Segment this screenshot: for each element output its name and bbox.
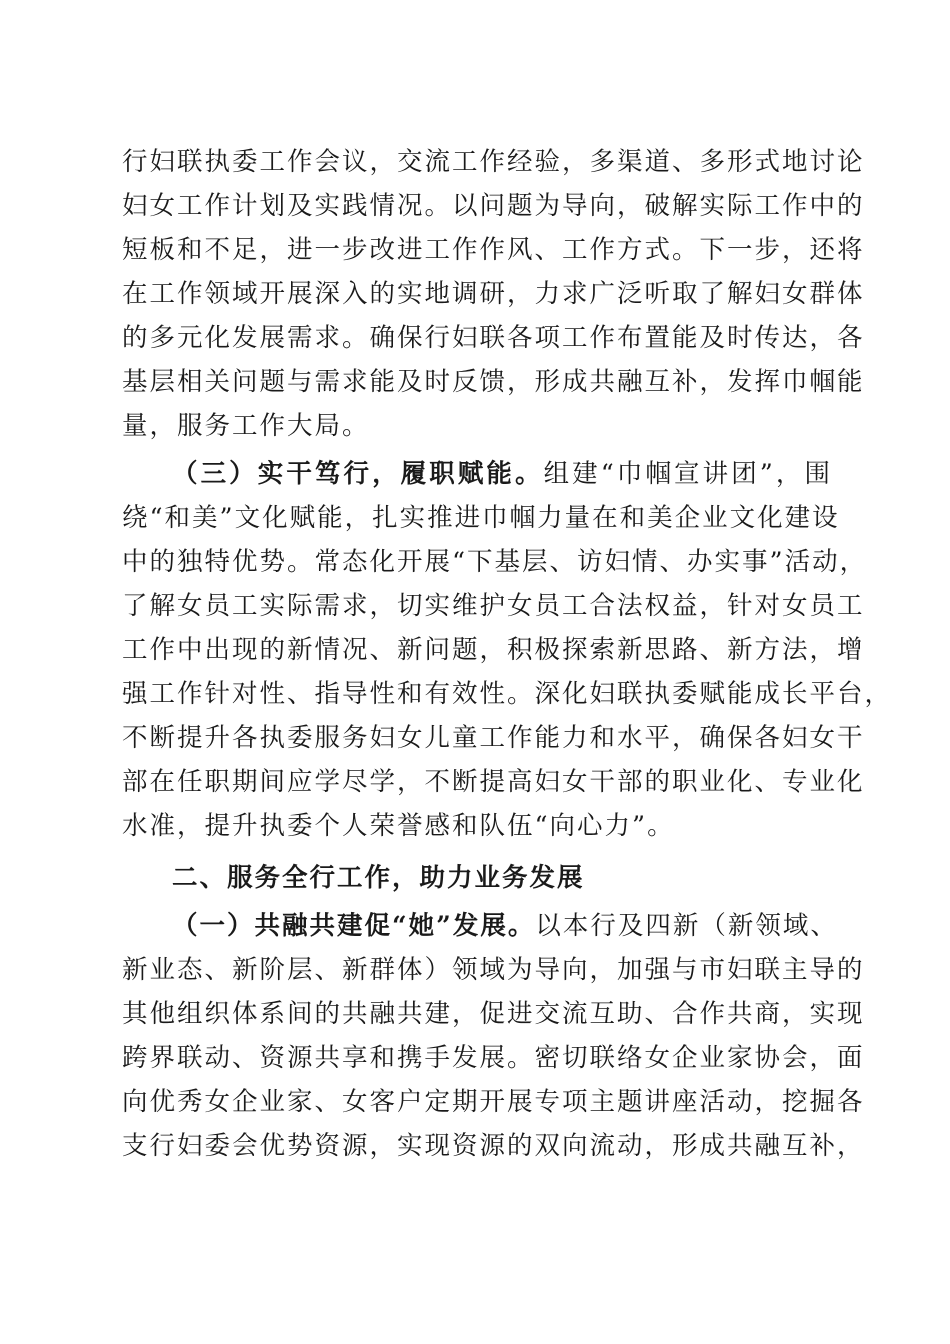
paragraph-2-line-3: 中的独特优势。常态化开展“下基层、访妇情、办实事”活动， — [122, 547, 868, 577]
paragraph-3-line-5: 向优秀女企业家、女客户定期开展专项主题讲座活动，挖掘各 — [122, 1087, 865, 1117]
paragraph-1-line-3: 短板和不足，进一步改进工作作风、工作方式。下一步，还将 — [122, 235, 865, 265]
paragraph-2-line-7: 不断提升各执委服务妇女儿童工作能力和水平，确保各妇女干 — [122, 723, 865, 753]
paragraph-3-line-6: 支行妇委会优势资源，实现资源的双向流动，形成共融互补， — [122, 1131, 865, 1161]
paragraph-2-line-5: 工作中出现的新情况、新问题，积极探索新思路、新方法，增 — [122, 635, 865, 665]
paragraph-2-first-line — [172, 452, 832, 496]
paragraph-3-line-3: 其他组织体系间的共融共建，促进交流互助、合作共商，实现 — [122, 999, 865, 1029]
paragraph-1-line-1: 行妇联执委工作会议，交流工作经验，多渠道、多形式地讨论 — [122, 147, 865, 177]
paragraph-2-first-rest: 组建“巾帼宣讲团”，围 — [543, 459, 832, 489]
paragraph-1-line-2: 妇女工作计划及实践情况。以问题为导向，破解实际工作中的 — [122, 191, 865, 221]
section-heading: 二、服务全行工作，助力业务发展 — [172, 863, 585, 893]
paragraph-1-line-4: 在工作领域开展深入的实地调研，力求广泛听取了解妇女群体 — [122, 279, 865, 309]
paragraph-2-line-6: 强工作针对性、指导性和有效性。深化妇联执委赋能成长平台， — [122, 679, 893, 709]
paragraph-1-line-7: 量，服务工作大局。 — [122, 411, 370, 441]
paragraph-3-line-4: 跨界联动、资源共享和携手发展。密切联络女企业家协会，面 — [122, 1043, 865, 1073]
paragraph-2-lead: （三）实干笃行，履职赋能。 — [172, 459, 544, 489]
paragraph-2-line-4: 了解女员工实际需求，切实维护女员工合法权益，针对女员工 — [122, 591, 865, 621]
paragraph-2-line-2: 绕“和美”文化赋能，扎实推进巾帼力量在和美企业文化建设 — [122, 503, 840, 533]
paragraph-3-first-rest: 以本行及四新（新领域、 — [535, 911, 838, 941]
paragraph-2-line-8: 部在任职期间应学尽学，不断提高妇女干部的职业化、专业化 — [122, 767, 865, 797]
paragraph-3-first-line — [172, 904, 838, 948]
paragraph-1-line-6: 基层相关问题与需求能及时反馈，形成共融互补，发挥巾帼能 — [122, 367, 865, 397]
paragraph-1-line-5: 的多元化发展需求。确保行妇联各项工作布置能及时传达，各 — [122, 323, 865, 353]
paragraph-2-line-9: 水准，提升执委个人荣誉感和队伍“向心力”。 — [122, 811, 675, 841]
paragraph-3-lead: （一）共融共建促“她”发展。 — [172, 911, 536, 941]
paragraph-3-line-2: 新业态、新阶层、新群体）领域为导向，加强与市妇联主导的 — [122, 955, 865, 985]
